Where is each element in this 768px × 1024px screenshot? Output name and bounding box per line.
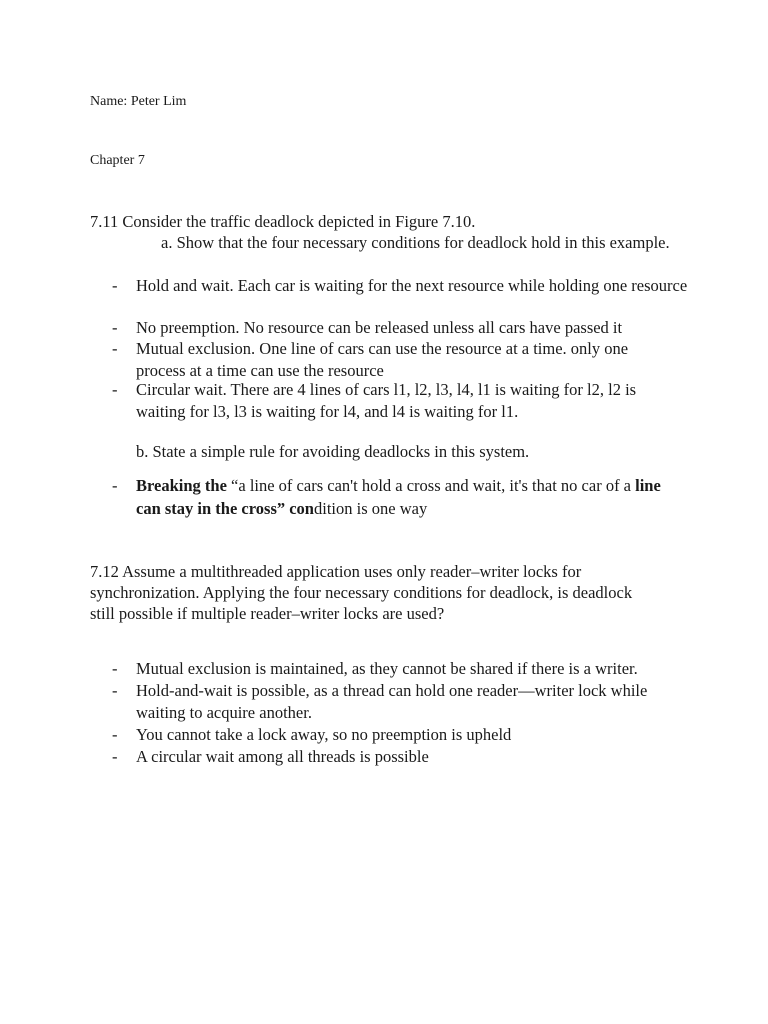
list-item: A circular wait among all threads is possible [136, 747, 429, 766]
question-7-12-line-1: 7.12 Assume a multithreaded application uses only reader–writer locks for [90, 562, 582, 581]
list-item-answer-b [136, 474, 676, 520]
bullet-dash: - [112, 659, 118, 678]
question-7-11: 7.11 Consider the traffic deadlock depicted in Figure 7.10. [90, 212, 476, 231]
list-item: You cannot take a lock away, so no preemption is upheld [136, 725, 512, 744]
bold-text: line can stay in the cross” con [136, 476, 661, 518]
bullet-dash: - [112, 276, 118, 295]
bold-text: Breaking the [136, 476, 227, 495]
question-7-12-line-2: synchronization. Applying the four necessary conditions for deadlock, is deadlock [90, 583, 633, 602]
bullet-dash: - [112, 380, 118, 399]
question-7-11-part-b: b. State a simple rule for avoiding deadlocks in this system. [136, 442, 530, 461]
bullet-dash: - [112, 476, 118, 495]
chapter-heading: Chapter 7 [90, 153, 145, 168]
bullet-dash: - [112, 318, 118, 337]
bullet-dash: - [112, 681, 118, 700]
bullet-dash: - [112, 747, 118, 766]
question-7-11-part-a: a. Show that the four necessary conditions for deadlock hold in this example. [161, 233, 670, 252]
list-item: Circular wait. There are 4 lines of cars l1, l2, l3, l4, l1 is waiting for l2, l2 is waiting for l3, l3 is waiting for l4, and l4 is waiting for l1. [136, 380, 637, 421]
question-7-12-line-3: still possible if multiple reader–writer locks are used? [90, 604, 445, 623]
bullet-dash: - [112, 725, 118, 744]
list-item: Mutual exclusion. One line of cars can use the resource at a time. only one process at a time can use the resource [136, 339, 629, 380]
answer-text: dition is one way [314, 499, 428, 518]
list-item: No preemption. No resource can be released unless all cars have passed it [136, 318, 623, 337]
student-name: Name: Peter Lim [90, 94, 187, 109]
list-item: Hold-and-wait is possible, as a thread can hold one reader—writer lock while waiting to acquire another. [136, 681, 648, 722]
list-item: Mutual exclusion is maintained, as they cannot be shared if there is a writer. [136, 659, 638, 678]
bullet-dash: - [112, 339, 118, 358]
list-item: Hold and wait. Each car is waiting for the next resource while holding one resource [136, 276, 688, 295]
answer-text: “a line of cars can't hold a cross and wait, it's that no car of a [226, 476, 636, 495]
